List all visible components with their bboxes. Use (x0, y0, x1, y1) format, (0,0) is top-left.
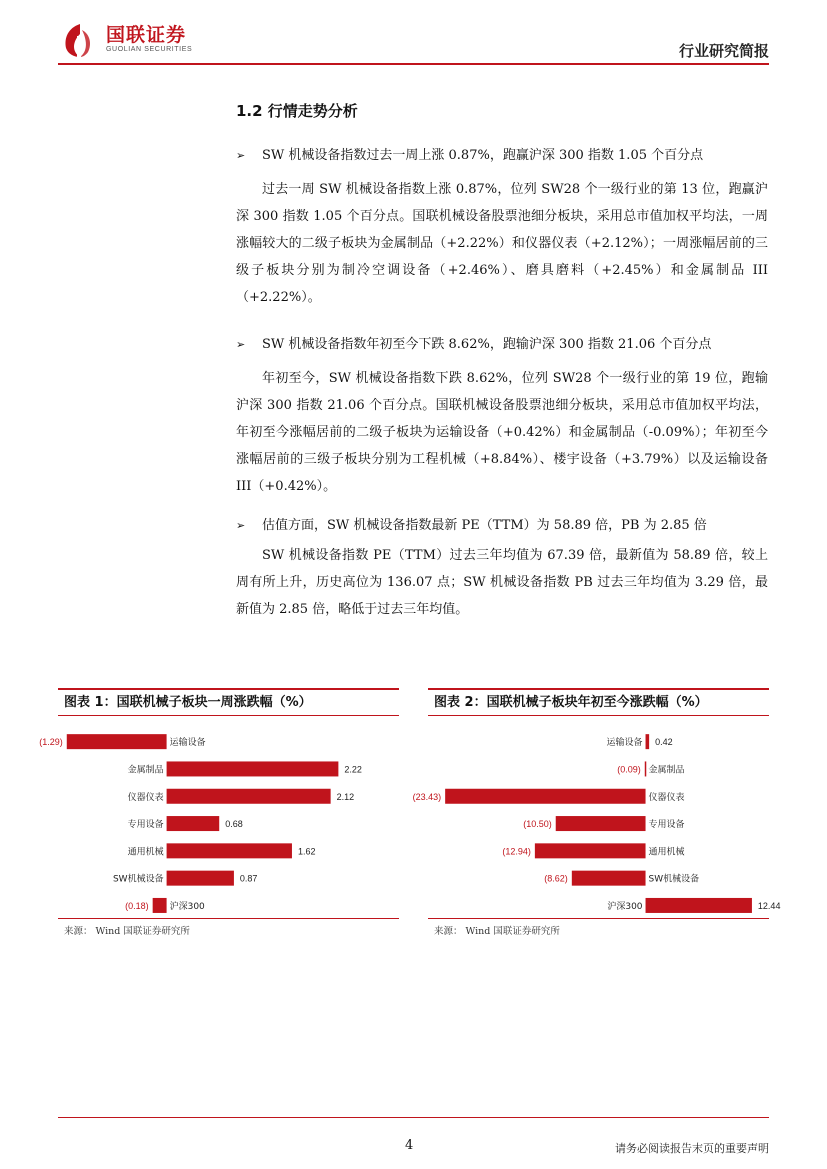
footer-disclaimer: 请务必阅读报告末页的重要声明 (615, 1142, 769, 1155)
value-label-1: 2.22 (344, 764, 362, 775)
bar-2 (167, 789, 331, 804)
arrow-bullet-icon: ➢ (236, 338, 246, 351)
value-label-3: (10.50) (523, 819, 552, 830)
value-label-2: (23.43) (412, 791, 442, 802)
figure-title: 图表 2：国联机械子板块年初至今涨跌幅（%） (428, 688, 769, 716)
value-label-5: (8.62) (544, 873, 568, 884)
value-label-4: (12.94) (502, 846, 531, 857)
bar-6 (153, 898, 167, 913)
bar-5 (572, 871, 646, 886)
figure-weekly-chart (39, 688, 399, 937)
header-divider (58, 63, 769, 65)
page-header (0, 0, 827, 70)
bullet-text: SW 机械设备指数年初至今下跌 8.62%，跑输沪深 300 指数 21.06 个百分点 (262, 337, 712, 352)
value-label-2: 2.12 (336, 791, 355, 802)
value-label-3: 0.68 (225, 819, 243, 830)
arrow-bullet-icon: ➢ (236, 149, 246, 162)
value-label-4: 1.62 (297, 846, 316, 857)
bar-2 (445, 789, 645, 804)
page-number: 4 (405, 1138, 414, 1153)
report-type-label: 行业研究简报 (678, 42, 769, 60)
paragraph-ytd-performance: 年初至今，SW 机械设备指数下跌 8.62%，位列 SW28 个一级行业的第 19 位，跑输沪深 300 指数 21.06 个百分点。国联机械设备股票池细分板块，采用总市值加权平均法，年初至今涨幅居前的二级子板块为运输设备（+0.42%）和金属制品（-0.09%）；年初至今涨幅居前的三级子板块分别为工程机械（+8.84%）、楼宇设备（+3.79%）以及运输设备 III（+0.42%）。 (236, 371, 768, 494)
bar-4 (167, 843, 292, 858)
chart-area (412, 716, 781, 918)
figure-title: 图表 1：国联机械子板块一周涨跌幅（%） (58, 688, 399, 716)
category-label-5: SW机械设备 (112, 874, 164, 885)
value-label-6: 12.44 (757, 900, 781, 911)
bar-1 (645, 761, 647, 776)
category-label-2: 仪器仪表 (648, 792, 685, 803)
footer-divider (58, 1117, 769, 1118)
paragraph-weekly-performance: 过去一周 SW 机械设备指数上涨 0.87%，位列 SW28 个一级行业的第 13 位，跑赢沪深 300 指数 1.05 个百分点。国联机械设备股票池细分板块，采用总市值加权平均法，一周涨幅较大的二级子板块为金属制品（+2.22%）和仪器仪表（+2.12%）；一周涨幅居前的三级子板块分别为制冷空调设备（+2.46%）、磨具磨料（+2.45%）和金属制品 III（+2.22%）。 (236, 182, 768, 305)
category-label-3: 专用设备 (127, 820, 164, 831)
bullet-text: SW 机械设备指数过去一周上涨 0.87%，跑赢沪深 300 指数 1.05 个百分点 (262, 148, 704, 163)
figure-source: 来源： Wind 国联证券研究所 (64, 926, 190, 937)
category-label-6: 沪深300 (607, 901, 643, 912)
bar-3 (556, 816, 646, 831)
bullet-text: 估值方面，SW 机械设备指数最新 PE（TTM）为 58.89 倍，PB 为 2.85 倍 (262, 518, 707, 533)
category-label-3: 专用设备 (648, 820, 685, 831)
bar-chart-ytd (412, 716, 781, 918)
value-label-0: 0.42 (655, 737, 673, 748)
category-label-1: 金属制品 (648, 765, 685, 776)
bar-0 (67, 734, 167, 749)
figure-bottom-rule (428, 918, 769, 919)
figure-ytd-chart (412, 688, 781, 937)
category-label-6: 沪深300 (169, 901, 205, 912)
chart-area (39, 716, 399, 918)
logo-chinese-name: 国联证券 (106, 24, 187, 46)
bar-1 (167, 761, 339, 776)
value-label-0: (1.29) (39, 737, 63, 748)
arrow-bullet-icon: ➢ (236, 519, 246, 532)
section-title: 1.2 行情走势分析 (236, 102, 358, 120)
bar-3 (167, 816, 220, 831)
logo-english-name: GUOLIAN SECURITIES (106, 46, 193, 53)
bullet-ytd-performance (236, 333, 711, 352)
bar-4 (535, 843, 646, 858)
bullet-valuation (236, 514, 707, 533)
category-label-5: SW机械设备 (648, 874, 700, 885)
company-logo (60, 22, 192, 58)
figure-bottom-rule (58, 918, 399, 919)
category-label-2: 仪器仪表 (127, 792, 164, 803)
category-label-4: 通用机械 (127, 847, 164, 858)
value-label-6: (0.18) (125, 900, 149, 911)
value-label-1: (0.09) (617, 764, 641, 775)
category-label-4: 通用机械 (648, 847, 685, 858)
bar-6 (646, 898, 752, 913)
paragraph-valuation: SW 机械设备指数 PE（TTM）过去三年均值为 67.39 倍，最新值为 58.89 倍，较上周有所上升，历史高位为 136.07 点；SW 机械设备指数 PB 过去三年均值为 3.29 倍，最新值为 2.85 倍，略低于过去三年均值。 (236, 548, 768, 617)
category-label-0: 运输设备 (169, 738, 206, 749)
bar-chart-weekly (39, 716, 399, 918)
bar-5 (167, 871, 234, 886)
category-label-1: 金属制品 (127, 765, 164, 776)
category-label-0: 运输设备 (606, 738, 643, 749)
logo-flame-icon (60, 22, 100, 58)
bar-0 (646, 734, 650, 749)
bullet-weekly-performance (236, 144, 703, 163)
value-label-5: 0.87 (239, 873, 258, 884)
figure-source: 来源： Wind 国联证券研究所 (434, 926, 560, 937)
